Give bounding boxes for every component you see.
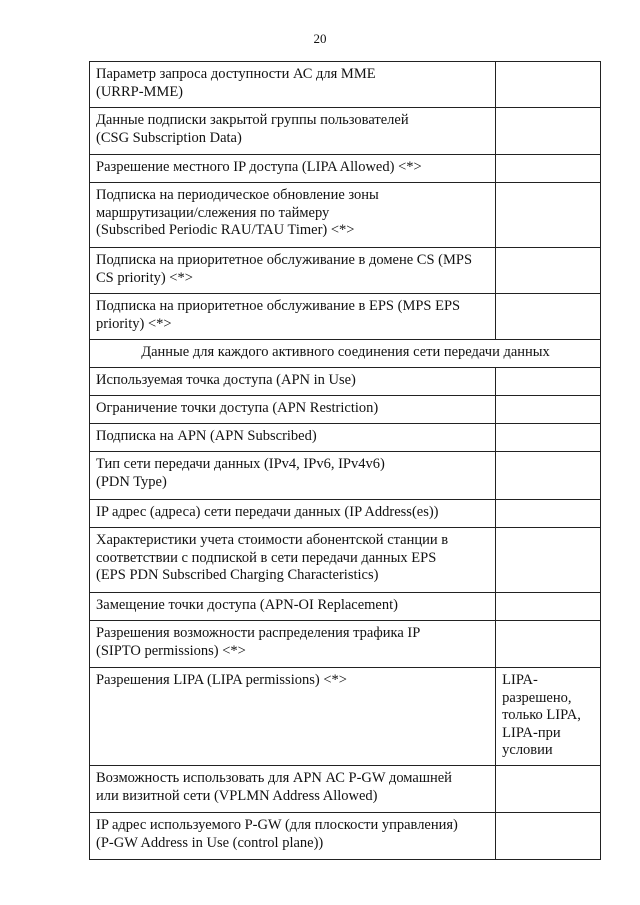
param-line: Подписка на APN (APN Subscribed) bbox=[96, 428, 317, 444]
param-line: или визитной сети (VPLMN Address Allowed) bbox=[96, 787, 378, 804]
value-line: условии bbox=[502, 742, 553, 758]
param-line: соответствии с подпиской в сети передачи данных EPS bbox=[96, 549, 437, 566]
param-cell bbox=[90, 62, 496, 108]
table-row bbox=[90, 62, 601, 108]
param-cell bbox=[90, 424, 496, 452]
value-line: только LIPA, bbox=[502, 707, 581, 723]
param-line: (Subscribed Periodic RAU/TAU Timer) <*> bbox=[96, 222, 355, 238]
value-cell bbox=[496, 108, 601, 155]
param-line: Данные подписки закрытой группы пользователей bbox=[96, 112, 409, 128]
section-row bbox=[90, 340, 601, 368]
table-row bbox=[90, 396, 601, 424]
table-row bbox=[90, 248, 601, 294]
param-line: (PDN Type) bbox=[96, 473, 167, 490]
value-cell bbox=[496, 813, 601, 860]
section-header: Данные для каждого активного соединения сети передачи данных bbox=[90, 340, 601, 368]
param-line: priority) <*> bbox=[96, 315, 172, 332]
param-cell bbox=[90, 452, 496, 500]
value-cell bbox=[496, 62, 601, 108]
value-cell bbox=[496, 528, 601, 593]
table-row bbox=[90, 294, 601, 340]
param-line: Используемая точка доступа (APN in Use) bbox=[96, 372, 356, 388]
param-cell bbox=[90, 155, 496, 183]
value-cell bbox=[496, 183, 601, 248]
table-row bbox=[90, 368, 601, 396]
param-line: (P-GW Address in Use (control plane)) bbox=[96, 834, 324, 851]
table-row bbox=[90, 593, 601, 621]
table-row bbox=[90, 108, 601, 155]
parameters-table bbox=[89, 61, 601, 860]
value-line: разрешено, bbox=[502, 689, 572, 706]
value-cell bbox=[496, 155, 601, 183]
param-line: Замещение точки доступа (APN-OI Replacement) bbox=[96, 597, 398, 613]
parameters-table-body bbox=[90, 62, 601, 860]
value-cell bbox=[496, 593, 601, 621]
param-line: CS priority) <*> bbox=[96, 269, 193, 286]
value-cell bbox=[496, 368, 601, 396]
param-cell bbox=[90, 500, 496, 528]
param-line: IP адрес используемого P-GW (для плоскости управления) bbox=[96, 817, 458, 833]
param-line: Ограничение точки доступа (APN Restriction) bbox=[96, 400, 379, 416]
value-cell bbox=[496, 424, 601, 452]
value-line: LIPA-при bbox=[502, 724, 561, 741]
param-line: (CSG Subscription Data) bbox=[96, 129, 242, 146]
page-number: 20 bbox=[313, 31, 327, 46]
value-cell bbox=[496, 621, 601, 668]
table-row bbox=[90, 621, 601, 668]
table-row bbox=[90, 528, 601, 593]
table-row bbox=[90, 155, 601, 183]
param-line: Подписка на приоритетное обслуживание в домене CS (MPS bbox=[96, 252, 473, 268]
table-row bbox=[90, 183, 601, 248]
param-cell bbox=[90, 668, 496, 766]
table-row bbox=[90, 452, 601, 500]
param-cell bbox=[90, 368, 496, 396]
param-line: (SIPTO permissions) <*> bbox=[96, 642, 246, 659]
table-row bbox=[90, 668, 601, 766]
value-cell bbox=[496, 452, 601, 500]
value-cell bbox=[496, 294, 601, 340]
param-line: Разрешения LIPA (LIPA permissions) <*> bbox=[96, 672, 347, 688]
param-line: Разрешения возможности распределения трафика IP bbox=[96, 625, 421, 641]
param-cell bbox=[90, 294, 496, 340]
param-cell bbox=[90, 621, 496, 668]
param-cell bbox=[90, 396, 496, 424]
table-row bbox=[90, 766, 601, 813]
value-cell bbox=[496, 396, 601, 424]
param-line: Возможность использовать для APN АС P-GW домашней bbox=[96, 770, 452, 786]
value-cell bbox=[496, 248, 601, 294]
param-cell bbox=[90, 766, 496, 813]
param-line: Подписка на приоритетное обслуживание в EPS (MPS EPS bbox=[96, 298, 461, 314]
value-cell bbox=[496, 668, 601, 766]
table-row bbox=[90, 424, 601, 452]
param-line: маршрутизации/слежения по таймеру bbox=[96, 204, 330, 221]
param-line: Разрешение местного IP доступа (LIPA Allowed) <*> bbox=[96, 159, 422, 175]
table-row bbox=[90, 500, 601, 528]
param-line: Подписка на периодическое обновление зоны bbox=[96, 187, 379, 203]
param-line: (EPS PDN Subscribed Charging Characteristics) bbox=[96, 567, 379, 583]
value-cell bbox=[496, 500, 601, 528]
value-cell bbox=[496, 766, 601, 813]
param-line: Характеристики учета стоимости абонентской станции в bbox=[96, 532, 449, 548]
param-cell bbox=[90, 183, 496, 248]
param-line: Тип сети передачи данных (IPv4, IPv6, IPv4v6) bbox=[96, 456, 385, 472]
param-cell bbox=[90, 108, 496, 155]
param-cell bbox=[90, 593, 496, 621]
table-row bbox=[90, 813, 601, 860]
param-line: IP адрес (адреса) сети передачи данных (IP Address(es)) bbox=[96, 504, 439, 520]
param-line: Параметр запроса доступности АС для MME bbox=[96, 66, 376, 82]
param-line: (URRP-MME) bbox=[96, 83, 184, 100]
param-cell bbox=[90, 813, 496, 860]
param-cell bbox=[90, 528, 496, 593]
param-cell bbox=[90, 248, 496, 294]
value-line: LIPA- bbox=[502, 672, 538, 688]
